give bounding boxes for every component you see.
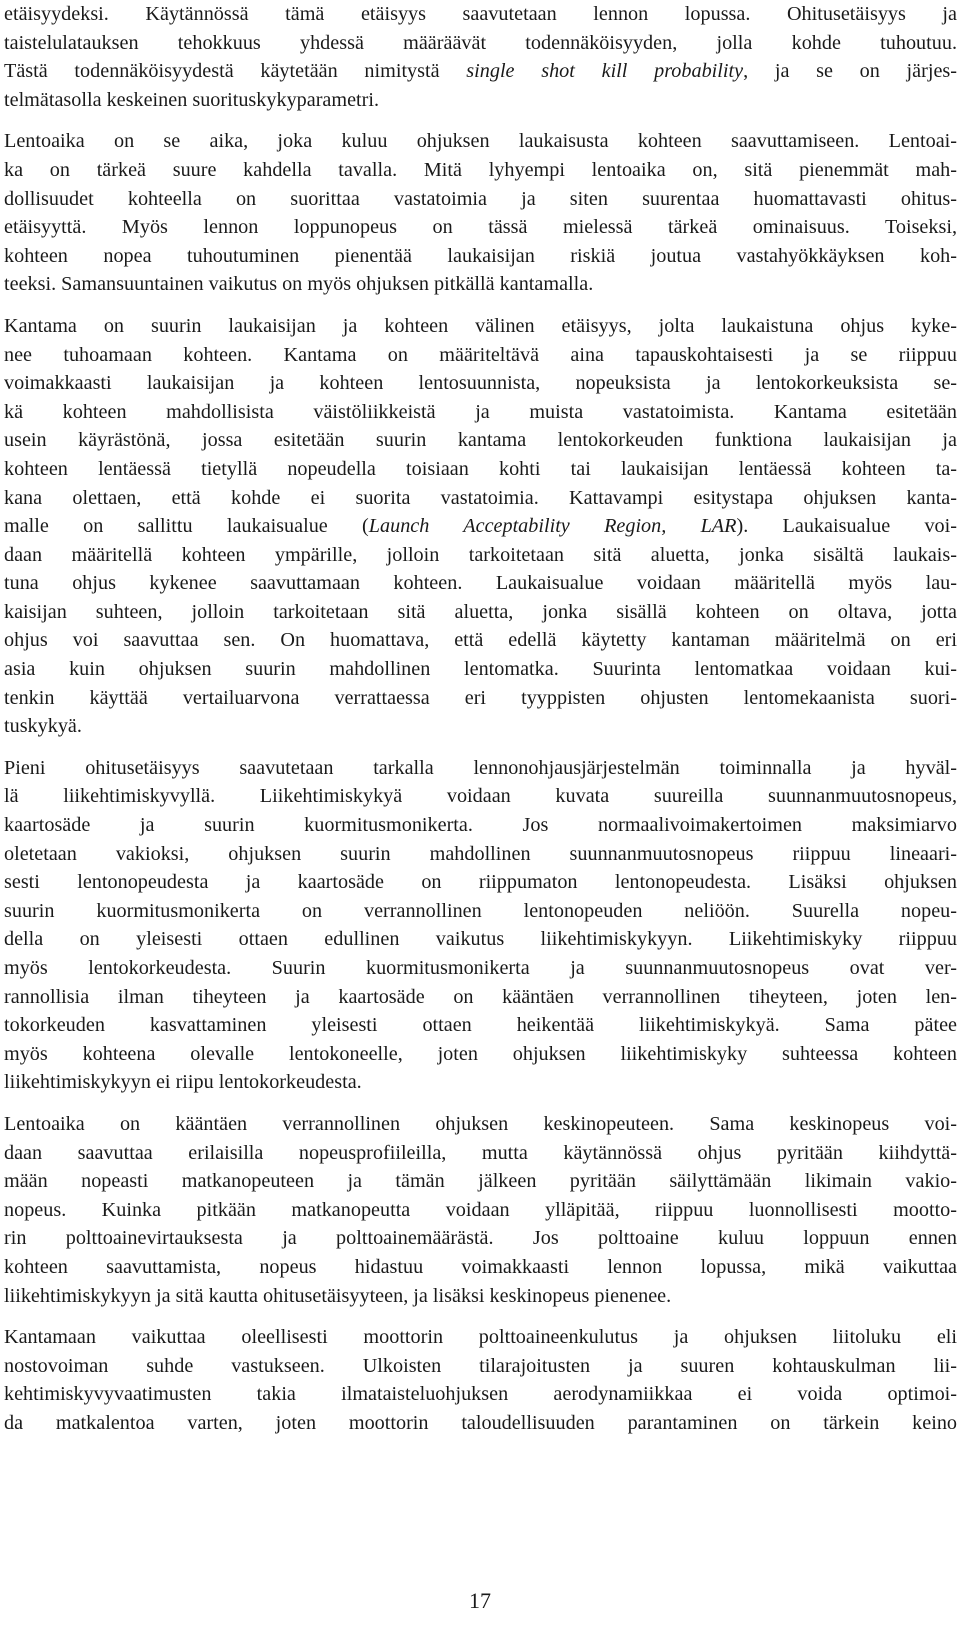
text-segment: taistelulatauksen tehokkuus yhdessä määräävät todennäköisyyden, jolla kohde tuhoutuu. <box>4 31 957 54</box>
text-line <box>4 626 957 655</box>
text-segment: kohteen nopea tuhoutuminen pienentää laukaisijan riskiä joutua vastahyökkäyksen koh- <box>4 244 957 267</box>
text-line <box>4 242 957 271</box>
text-segment: mään nopeasti matkanopeuteen ja tämän jälkeen pyritään säilyttämään likimain vakio- <box>4 1170 957 1193</box>
text-line <box>4 484 957 513</box>
text-line <box>4 185 957 214</box>
text-segment: daan saavuttaa erilaisilla nopeusprofiileilla, mutta käytännössä ohjus pyritään kiihdyttä- <box>4 1141 957 1164</box>
text-line <box>4 811 957 840</box>
text-segment: da matkalentoa varten, joten moottorin taloudellisuuden parantaminen on tärkein keino <box>4 1411 957 1434</box>
text-segment: daan määritellä kohteen ympärille, jolloin tarkoitetaan sitä aluetta, jonka sisältä laukais- <box>4 543 957 566</box>
text-line <box>4 983 957 1012</box>
text-line <box>4 398 957 427</box>
text-segment: tokorkeuden kasvattaminen yleisesti ottaen heikentää liikehtimiskykyä. Sama pätee <box>4 1014 957 1037</box>
text-line <box>4 312 957 341</box>
text-line <box>4 1253 957 1282</box>
text-segment: usein käyrästönä, jossa esitetään suurin kantama lentokorkeuden funktiona laukaisijan ja <box>4 429 957 452</box>
text-line <box>4 512 957 541</box>
text-segment: kana olettaen, että kohde ei suorita vastatoimia. Kattavampi esitystapa ohjuksen kanta- <box>4 486 957 509</box>
text-line <box>4 1323 957 1352</box>
text-line <box>4 213 957 242</box>
text-segment: , ja se on järjes- <box>743 60 958 83</box>
text-segment: Kantamaan vaikuttaa oleellisesti moottorin polttoaineenkulutus ja ohjuksen liitoluku eli <box>4 1326 957 1349</box>
text-line <box>4 57 957 86</box>
text-line <box>4 954 957 983</box>
text-line <box>4 29 957 58</box>
text-line <box>4 1282 957 1311</box>
text-line <box>4 897 957 926</box>
text-segment: Kantama on suurin laukaisijan ja kohteen välinen etäisyys, jolta laukaistuna ohjus kyke- <box>4 314 957 337</box>
page-number: 17 <box>469 1588 491 1613</box>
text-line <box>4 1167 957 1196</box>
text-segment: liikehtimiskykyyn ei riipu lentokorkeudesta. <box>4 1071 362 1094</box>
text-segment: teeksi. Samansuuntainen vaikutus on myös ohjuksen pitkällä kantamalla. <box>4 273 594 296</box>
paragraph <box>4 1110 957 1310</box>
italic-term: Launch Acceptability Region, LAR <box>368 515 737 538</box>
text-segment: Tästä todennäköisyydestä käytetään nimitystä <box>4 60 467 83</box>
text-segment: voimakkaasti laukaisijan ja kohteen lentosuunnista, nopeuksista ja lentokorkeuksista se- <box>4 372 957 395</box>
text-segment: della on yleisesti ottaen edullinen vaikutus liikehtimiskykyyn. Liikehtimiskyky riippuu <box>4 928 957 951</box>
text-line <box>4 684 957 713</box>
text-segment: sesti lentonopeudesta ja kaartosäde on riippumaton lentonopeudesta. Lisäksi ohjuksen <box>4 871 957 894</box>
text-segment: nee tuhoamaan kohteen. Kantama on määriteltävä aina tapauskohtaisesti ja se riippuu <box>4 343 957 366</box>
text-line <box>4 0 957 29</box>
text-line <box>4 341 957 370</box>
text-line <box>4 1011 957 1040</box>
text-line <box>4 1224 957 1253</box>
text-line <box>4 86 957 115</box>
text-segment: tuna ohjus kykenee saavuttamaan kohteen. Laukaisualue voidaan määritellä myös lau- <box>4 572 957 595</box>
text-segment: tuskykyä. <box>4 715 82 738</box>
text-segment: Pieni ohitusetäisyys saavutetaan tarkalla lennonohjausjärjestelmän toiminnalla ja hyväl- <box>4 756 957 779</box>
italic-term: single shot kill probability <box>466 60 744 83</box>
text-segment: kaartosäde ja suurin kuormitusmonikerta. Jos normaalivoimakertoimen maksimiarvo <box>4 814 957 837</box>
text-segment: malle on sallittu laukaisualue ( <box>4 515 369 538</box>
text-segment: telmätasolla keskeinen suorituskykyparametri. <box>4 88 380 111</box>
text-line <box>4 754 957 783</box>
text-line <box>4 868 957 897</box>
text-line <box>4 1040 957 1069</box>
text-line <box>4 569 957 598</box>
text-line <box>4 1409 957 1438</box>
text-line <box>4 1139 957 1168</box>
text-line <box>4 156 957 185</box>
text-line <box>4 127 957 156</box>
paragraph <box>4 127 957 299</box>
text-segment: nostovoiman suhde vastukseen. Ulkoisten tilarajoitusten ja suuren kohtauskulman lii- <box>4 1354 957 1377</box>
text-line <box>4 455 957 484</box>
text-line <box>4 1110 957 1139</box>
text-segment: ). Laukaisualue voi- <box>736 515 957 538</box>
text-line <box>4 712 957 741</box>
text-line <box>4 1196 957 1225</box>
paragraph <box>4 312 957 741</box>
text-segment: rannollisia ilman tiheyteen ja kaartosäde on kääntäen verrannollinen tiheyteen, joten len- <box>4 985 957 1008</box>
text-segment: kaisijan suhteen, jolloin tarkoitetaan sitä aluetta, jonka sisällä kohteen on oltava, jotta <box>4 600 957 623</box>
text-line <box>4 782 957 811</box>
text-segment: kehtimiskyvyvaatimusten takia ilmataisteluohjuksen aerodynamiikkaa ei voida optimoi- <box>4 1383 957 1406</box>
paragraph <box>4 0 957 114</box>
text-segment: kä kohteen mahdollisista väistöliikkeistä ja muista vastatoimista. Kantama esitetään <box>4 400 957 423</box>
text-segment: myös kohteena olevalle lentokoneelle, joten ohjuksen liikehtimiskyky suhteessa kohteen <box>4 1042 957 1065</box>
text-segment: etäisyydeksi. Käytännössä tämä etäisyys saavutetaan lennon lopussa. Ohitusetäisyys ja <box>4 3 957 25</box>
text-segment: kohteen saavuttamista, nopeus hidastuu voimakkaasti lennon lopussa, mikä vaikuttaa <box>4 1255 957 1278</box>
text-segment: liikehtimiskykyyn ja sitä kautta ohitusetäisyyteen, ja lisäksi keskinopeus pienenee. <box>4 1284 672 1307</box>
paragraph <box>4 754 957 1097</box>
text-segment: ohjus voi saavuttaa sen. On huomattava, että edellä käytetty kantaman määritelmä on eri <box>4 629 957 652</box>
text-segment: nopeus. Kuinka pitkään matkanopeutta voidaan ylläpitää, riippuu luonnollisesti mootto- <box>4 1198 957 1221</box>
text-line <box>4 598 957 627</box>
text-segment: asia kuin ohjuksen suurin mahdollinen lentomatka. Suurinta lentomatkaa voidaan kui- <box>4 658 957 681</box>
text-line <box>4 369 957 398</box>
document-body <box>4 0 957 1451</box>
text-line <box>4 1068 957 1097</box>
text-segment: Lentoaika on se aika, joka kuluu ohjuksen laukaisusta kohteen saavuttamiseen. Lentoai- <box>4 130 957 153</box>
text-segment: rin polttoainevirtauksesta ja polttoainemäärästä. Jos polttoaine kuluu loppuun ennen <box>4 1227 957 1250</box>
text-line <box>4 1380 957 1409</box>
text-line <box>4 426 957 455</box>
paragraph <box>4 1323 957 1437</box>
text-segment: myös lentokorkeudesta. Suurin kuormitusmonikerta ja suunnanmuutosnopeus ovat ver- <box>4 957 957 979</box>
text-segment: kohteen lentäessä tietyllä nopeudella toisiaan kohti tai laukaisijan lentäessä kohteen ta- <box>4 457 957 480</box>
text-segment: tenkin käyttää vertailuarvona verrattaessa eri tyyppisten ohjusten lentomekaanista suori- <box>4 686 957 709</box>
text-segment: ka on tärkeä suure kahdella tavalla. Mitä lyhyempi lentoaika on, sitä pienemmät mah- <box>4 158 957 181</box>
text-line <box>4 541 957 570</box>
text-line <box>4 655 957 684</box>
text-line <box>4 270 957 299</box>
text-segment: Lentoaika on kääntäen verrannollinen ohjuksen keskinopeuteen. Sama keskinopeus voi- <box>4 1112 957 1135</box>
text-line <box>4 925 957 954</box>
text-line <box>4 1352 957 1381</box>
text-segment: oletetaan vakioksi, ohjuksen suurin mahdollinen suunnanmuutosnopeus riippuu lineaari- <box>4 842 957 865</box>
text-segment: dollisuudet kohteella on suorittaa vastatoimia ja siten suurentaa huomattavasti ohitus- <box>4 187 957 210</box>
text-segment: etäisyyttä. Myös lennon loppunopeus on tässä mielessä tärkeä ominaisuus. Toiseksi, <box>4 216 957 239</box>
text-segment: suurin kuormitusmonikerta on verrannollinen lentonopeuden neliöön. Suurella nopeu- <box>4 899 957 922</box>
text-line <box>4 840 957 869</box>
text-segment: lä liikehtimiskyvyllä. Liikehtimiskykyä voidaan kuvata suureilla suunnanmuutosnopeus, <box>4 785 957 808</box>
